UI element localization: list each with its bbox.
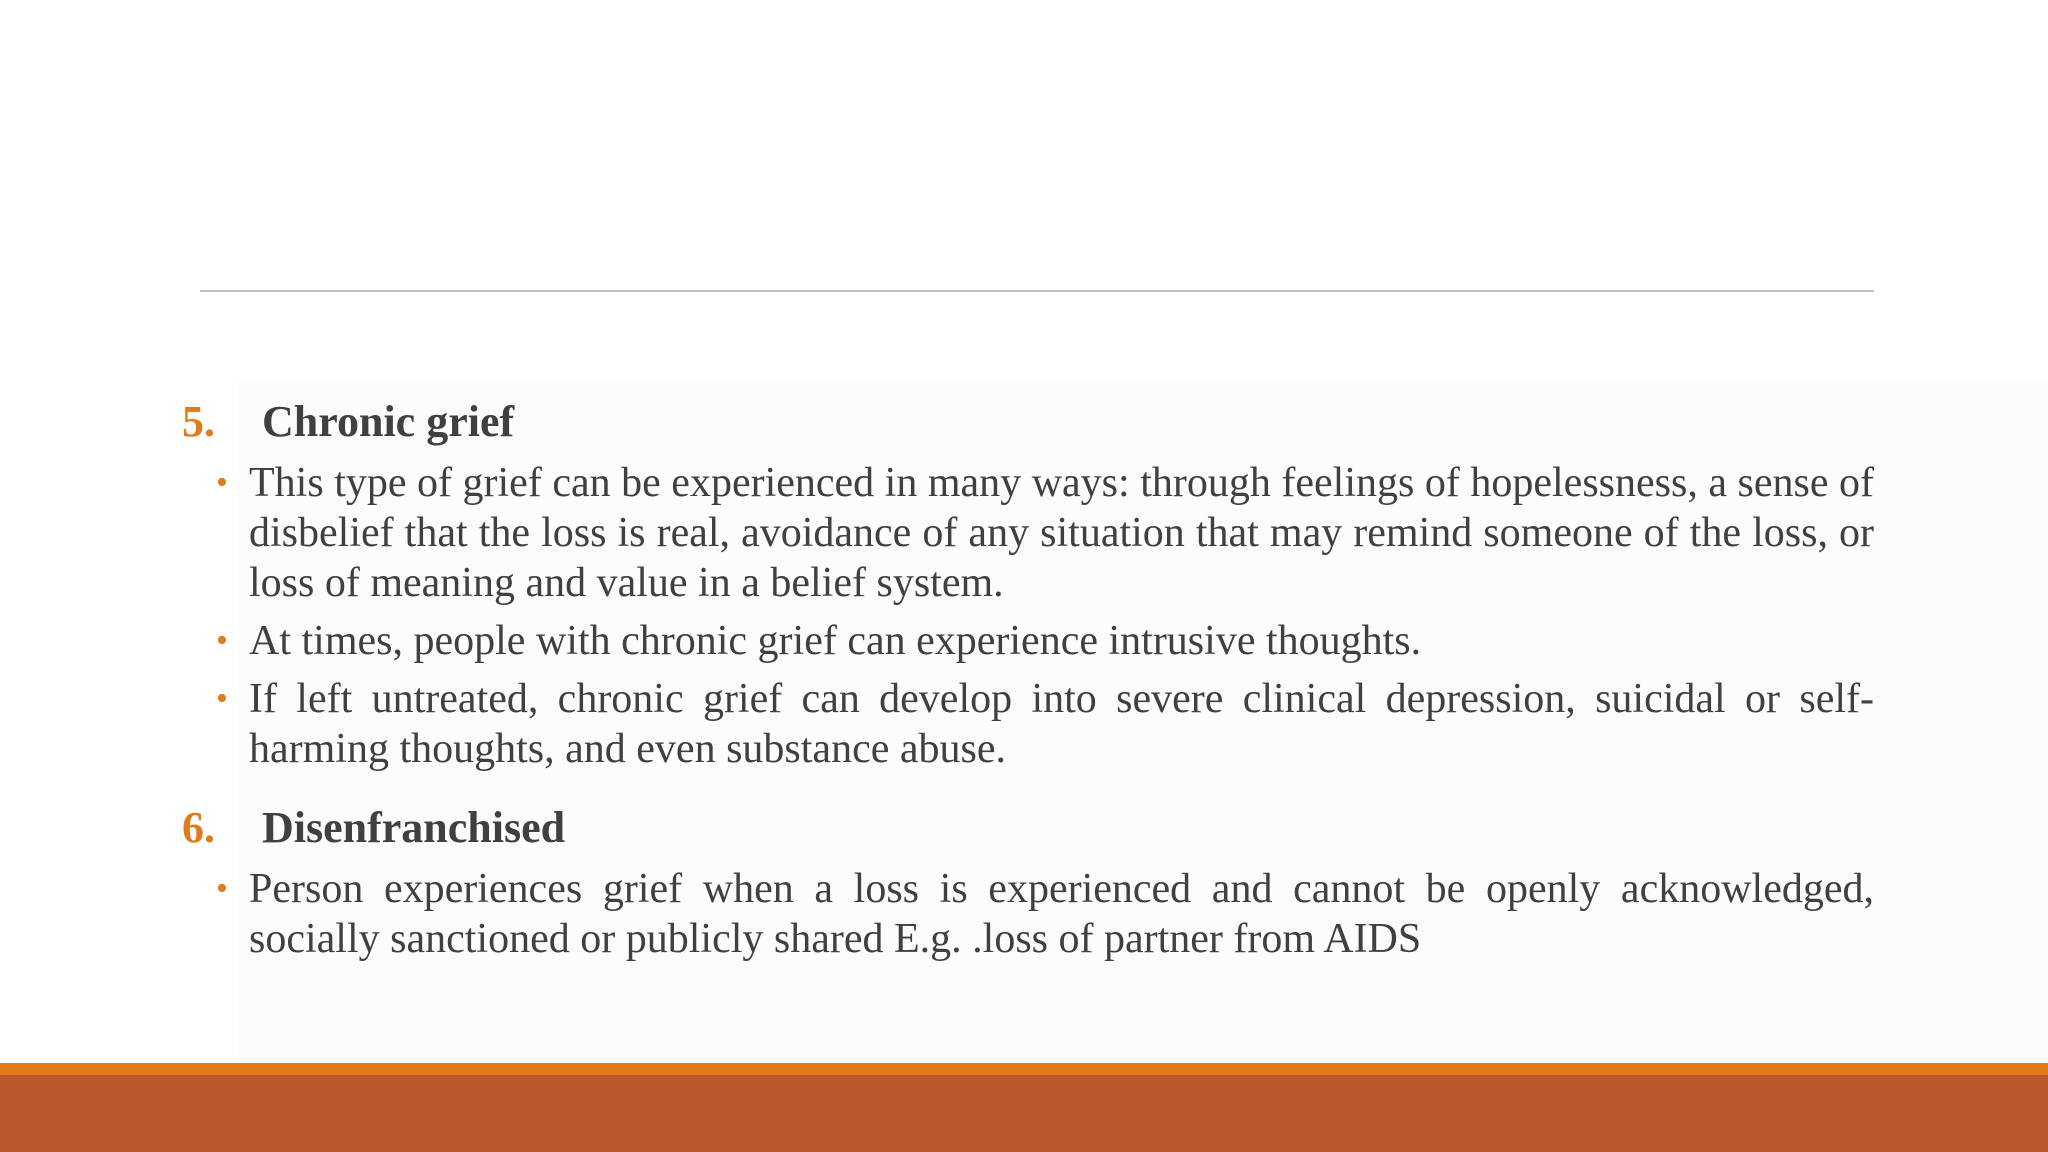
bullet-icon: •	[216, 464, 228, 501]
bullet-icon: •	[216, 622, 228, 659]
footer-bar	[0, 1075, 2048, 1152]
bullet-list	[182, 864, 1874, 964]
section-disenfranchised	[182, 800, 1874, 964]
bullet-text: Person experiences grief when a loss is experienced and cannot be openly acknowledged, socially sanctioned or publicly shared E.g. .loss of partner from AIDS	[249, 866, 1874, 962]
section-title: Disenfranchised	[262, 803, 566, 852]
bullet-text: If left untreated, chronic grief can develop into severe clinical depression, suicidal or self-harming thoughts, and even substance abuse.	[249, 676, 1874, 772]
bullet-item	[182, 616, 1874, 666]
section-chronic-grief	[182, 394, 1874, 774]
bullet-text: At times, people with chronic grief can experience intrusive thoughts.	[249, 618, 1422, 664]
bullet-item	[182, 864, 1874, 964]
footer-accent-bar	[0, 1063, 2048, 1075]
section-heading	[182, 800, 1874, 856]
section-title: Chronic grief	[262, 397, 515, 446]
section-number: 5.	[182, 397, 215, 446]
section-heading	[182, 394, 1874, 450]
bullet-icon: •	[216, 680, 228, 717]
slide-body	[182, 394, 1874, 964]
title-divider	[200, 290, 1874, 292]
bullet-item	[182, 458, 1874, 608]
bullet-list	[182, 458, 1874, 774]
section-number: 6.	[182, 803, 215, 852]
bullet-text: This type of grief can be experienced in many ways: through feelings of hopelessness, a sense of disbelief that the loss is real, avoidance of any situation that may remind someone of the loss, or loss of meaning and value in a belief system.	[249, 460, 1874, 606]
bullet-icon: •	[216, 870, 228, 907]
bullet-item	[182, 674, 1874, 774]
